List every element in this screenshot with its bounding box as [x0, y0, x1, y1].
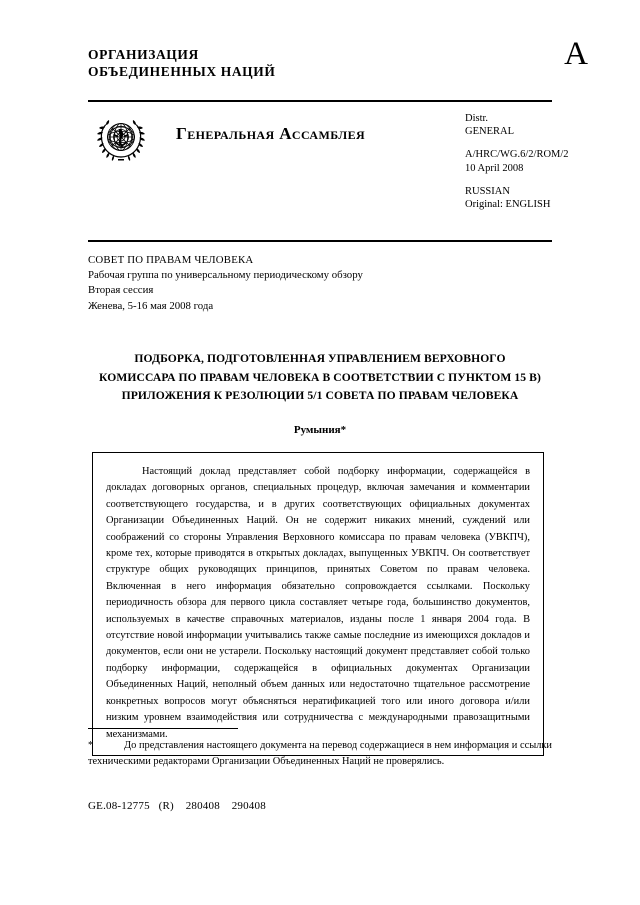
header-rule-top [88, 100, 552, 102]
organization-name-line-2: ОБЪЕДИНЕННЫХ НАЦИЙ [88, 64, 276, 79]
document-date: 10 April 2008 [465, 162, 524, 174]
page-title-line-2: КОМИССАРА ПО ПРАВАМ ЧЕЛОВЕКА В СООТВЕТСТВИИ С ПУНКТОМ 15 В) [99, 370, 541, 384]
abstract-text: Настоящий доклад представляет собой подборку информации, содержащейся в докладах договорных органов, специальных процедур, включая замечания и комментарии соответствующего государства, и в других соответствующих официальных документах Организации Объединенных Наций. Он не содержит никаких мнений, суждений или соображений со стороны Управления Верховного комиссара по правам человека (УВКПЧ), кроме тех, которые приводятся в открытых докладах, выпущенных УВКПЧ. Он соответствует структуре общих руководящих принципов, принятых Советом по правам человека. Включенная в него информация обязательно сопровождается ссылками. Поскольку периодичность обзора для первого цикла составляет четыре года, большинство документов, используемых в качестве справочных материалов, изданы после 1 января 2004 года. В отсутствие новой информации учитывались также самые последние из имеющихся докладов и документов, если они не устарели. Поскольку настоящий документ представляет собой только подборку информации, содержащейся в официальных документах Организации Объединенных Наций, неполный объем данных или недостаточно тщательное рассмотрение конкретных вопросов могут объясняться нератификацией того или иного договора и/или низким уровнем взаимодействия или сотрудничества с международными правозащитными механизмами. [106, 466, 530, 740]
footnote [88, 738, 552, 769]
abstract-box [92, 452, 544, 756]
council-venue-dates: Женева, 5-16 мая 2008 года [88, 299, 214, 312]
un-emblem-icon [96, 114, 146, 164]
distribution-group [465, 112, 569, 138]
general-assembly-band [88, 112, 569, 232]
page-title-line-3: ПРИЛОЖЕНИЯ К РЕЗОЛЮЦИИ 5/1 СОВЕТА ПО ПРАВАМ ЧЕЛОВЕКА [121, 389, 519, 402]
distribution-value: GENERAL [465, 126, 514, 138]
council-session: Вторая сессия [88, 284, 154, 297]
assembly-title: Генеральная Ассамблея [176, 124, 366, 143]
distribution-label: Distr. [465, 113, 489, 124]
document-code: GE.08-12775 (R) 280408 290408 [88, 800, 266, 812]
page-title-line-1: ПОДБОРКА, ПОДГОТОВЛЕННАЯ УПРАВЛЕНИЕМ ВЕРХОВНОГО [134, 352, 506, 365]
document-original-language: Original: ENGLISH [465, 199, 551, 211]
council-block [88, 253, 552, 314]
footnote-separator [88, 728, 238, 729]
footnote-marker: * [88, 740, 94, 751]
country-subtitle: Румыния* [293, 424, 347, 436]
organization-name-line-1: ОРГАНИЗАЦИЯ [88, 47, 199, 62]
header-rule-bottom [88, 240, 552, 242]
footnote-text: До представления настоящего документа на перевод содержащиеся в нем информация и ссылки техническими редакторами Организации Объединенных Наций не проверялись. [88, 740, 552, 767]
masthead-area [88, 0, 588, 104]
organization-name [88, 46, 552, 80]
symbol-group [465, 148, 569, 174]
document-symbol: A/HRC/WG.6/2/ROM/2 [465, 149, 569, 161]
distribution-block [465, 112, 569, 211]
language-group [465, 185, 569, 211]
masthead [88, 0, 588, 104]
council-body-name: СОВЕТ ПО ПРАВАМ ЧЕЛОВЕКА [88, 254, 254, 266]
council-working-group: Рабочая группа по универсальному периодическому обзору [88, 269, 363, 282]
document-language: RUSSIAN [465, 185, 510, 197]
page-title [88, 350, 552, 406]
document-series-letter: A [564, 36, 588, 72]
